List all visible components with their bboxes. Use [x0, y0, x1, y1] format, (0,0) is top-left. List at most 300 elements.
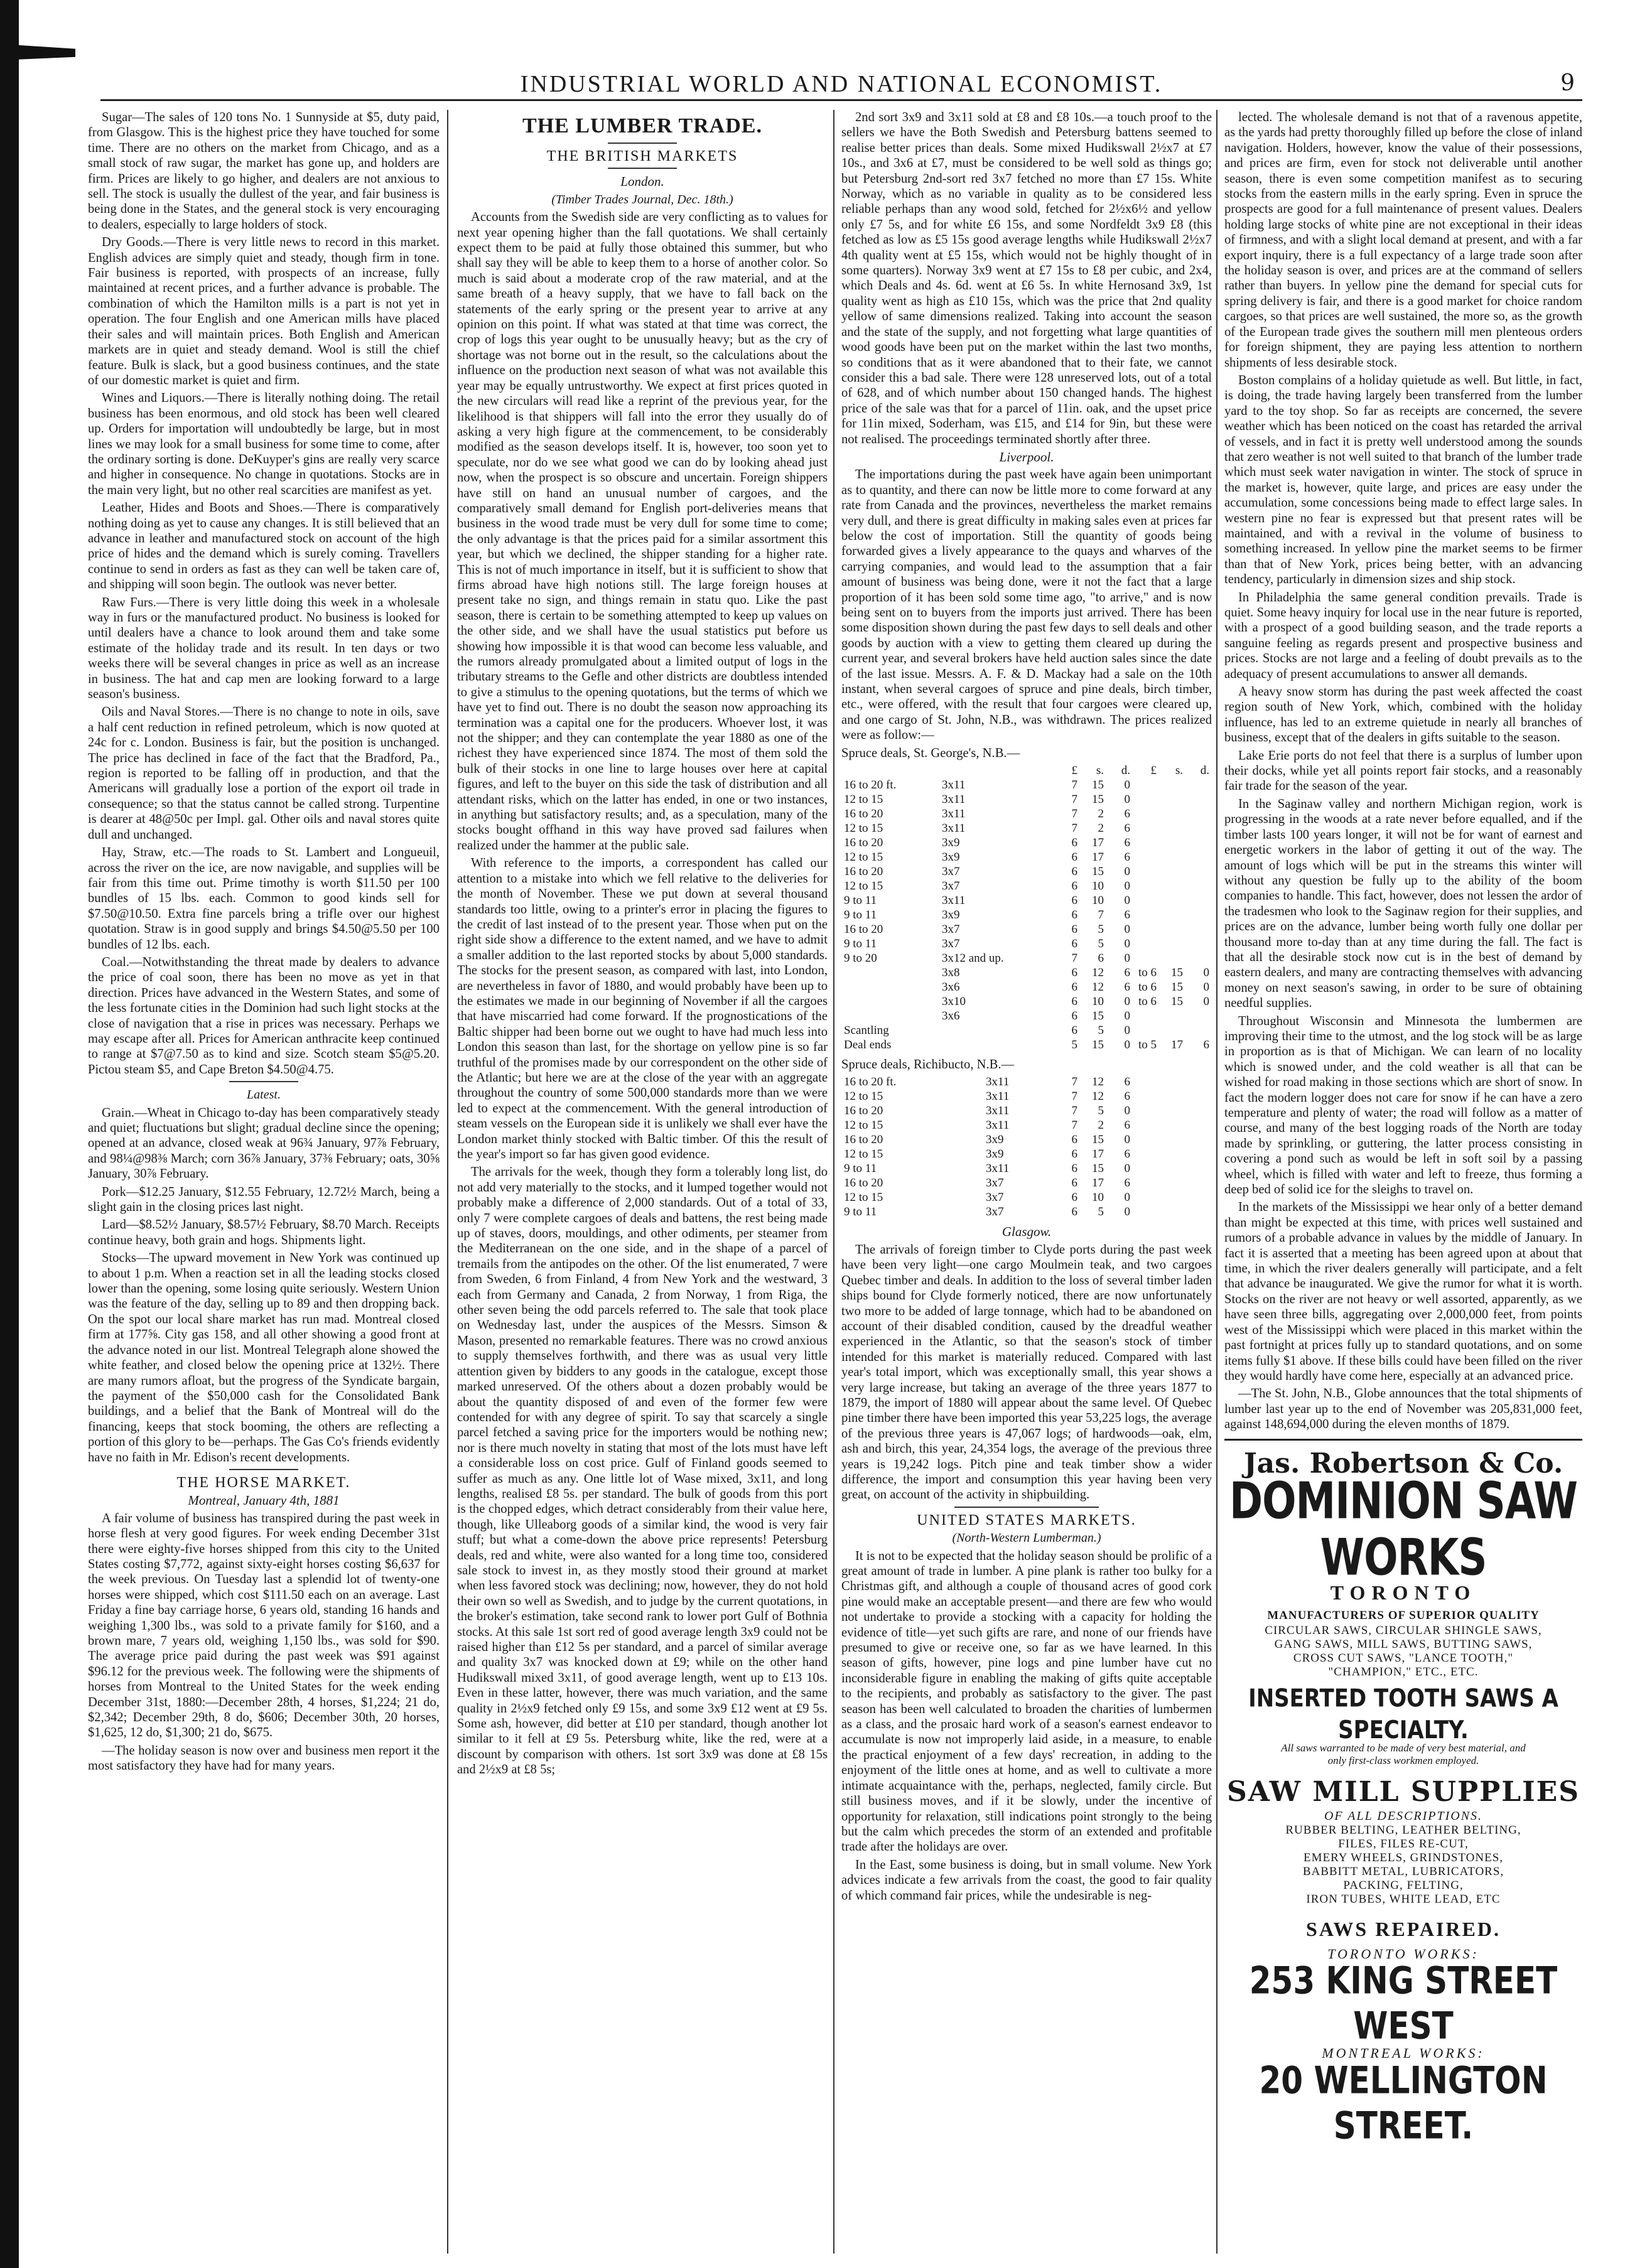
price-cell: 15 [1092, 1133, 1104, 1147]
price-cell: 3x9 [985, 1147, 1004, 1161]
article-paragraph: Lard—$8.52½ January, $8.57½ February, $8.70 March. Receipts continue heavy, both grain and hogs. Shipments light. [88, 1218, 440, 1247]
price-cell: 17 [1092, 1147, 1104, 1161]
price-cell: 16 to 20 [844, 836, 883, 850]
price-cell: 12 to 15 [844, 1119, 883, 1132]
price-cell [1133, 1089, 1159, 1104]
ad-montreal-address: 20 WELLINGTON STREET. [1259, 2058, 1548, 2147]
price-cell: 6 [1071, 879, 1077, 893]
price-cell [1159, 850, 1185, 864]
table-row [841, 1132, 1212, 1147]
article-paragraph: Stocks—The upward movement in New York was continued up to about 1 p.m. When a reaction set in all the leading stocks closed lower than the opening, some losing quite seriously. Western Union was the feature of the day, selling up to 89 and then dropping back. On the spot our local share market has run mad. Montreal closed firm at 177⅝. City gas 158, and all other showing a good front at the advance noted in our list. Montreal Telegraph alone showed the white feather, and closed below the opening price at 132½. There are many rumors afloat, but the progress of the Syndicate bargain, the payment of the $50,000 cash for the Consolidated Bank buildings, and a belief that the Bank of Montreal will do the financing, keeps that stock booming, the others are reflecting a portion of this glory to be—perhaps. The Gas Co's friends evidently have no faith in Mr. Edison's recent developments. [88, 1251, 440, 1465]
price-cell [1133, 879, 1159, 893]
price-cell [1133, 1104, 1159, 1118]
price-cell: 16 to 20 [844, 1133, 883, 1147]
section-divider [229, 1469, 298, 1470]
price-cell: 16 to 20 [844, 1176, 883, 1190]
london-article-continued [841, 110, 1212, 447]
table-row [841, 836, 1212, 850]
article-paragraph: The importations during the past week have again been unimportant as to quantity, and there can now be little more to come forward at any rate from Canada and the provinces, nevertheless the market remains very dull, and there is great difficulty in making sales even at prices far below the cost of importation. Still the quantity of goods being forwarded gives a lively appearance to the quays and wharves of the carrying companies, and would lead to the assumption that a fair amount of business was being done, were it not the fact that a large proportion of it has been sold some time ago, "to arrive," and is now being sent on to buyers from the imports just arrived. There has been some disposition shown during the past few days to sell deals and other goods by auction with a view to getting them cleared up during the current year, and several brokers have held auction sales since the date of the last issue. Messrs. A. F. & D. Mackay had a sale on the 10th instant, when several cargoes of spruce and pine deals, birch timber, etc., were offered, with the result that four cargoes were cleared up, and one cargo of St. John, N.B., was withdrawn. The prices realized were as follow:— [841, 468, 1212, 743]
price-cell: 3x11 [985, 1119, 1010, 1132]
price-cell: 16 to 20 [844, 923, 883, 937]
article-paragraph: In the markets of the Mississippi we hear only of a better demand than might be expected at this time, with prices well sustained and rumors of a probable advance in values by the middle of January. In fact it is asserted that a meeting has been agreed upon at about that time, in which the river dealers generally will participate, and a felt that advance be inaugurated. We give the rumor for what it is worth. Stocks on the river are not heavy or well assorted, apparently, as we have seen three bills, aggregating over 2,000,000 feet, from points west of the Mississippi which were placed in this market within the past fortnight at prices fully up to standard quotations, and on some items fully $1 above. If these bills could have been filled on the river they would hardly have come here, especially at an advanced price. [1224, 1200, 1582, 1383]
price-cell: 3x6 [941, 1009, 960, 1023]
us-markets-heading: UNITED STATES MARKETS. [917, 1512, 1136, 1529]
ad-supplies-line: IRON TUBES, WHITE LEAD, ETC [1306, 1892, 1501, 1906]
price-cell: 7 [1071, 793, 1077, 807]
article-paragraph: —The St. John, N.B., Globe announces that the total shipments of lumber last year up to the end of November was 205,831,000 feet, against 148,694,000 during the eleven months of 1879. [1224, 1387, 1582, 1432]
table-row [841, 864, 1212, 879]
price-cell [1185, 821, 1212, 836]
price-cell [1159, 1132, 1185, 1147]
price-cell: 7 [1098, 908, 1104, 922]
article-paragraph: Sugar—The sales of 120 tons No. 1 Sunnyside at $5, duty paid, from Glasgow. This is the highest price they have touched for some time. There are no others on the market from Chicago, and as a small stock of raw sugar, the market has gone up, and holders are firm. Prices are likely to go higher, and dealers are not anxious to sell. The stock is usually the dullest of the year, and fair business is being done in the States, and the general stock is very encouraging to dealers, especially to large holders of stock. [88, 110, 440, 232]
table-header-row [841, 763, 1212, 778]
price-cell: 7 [1071, 1104, 1077, 1118]
price-cell: 15 [1171, 995, 1183, 1009]
price-cell: 3x12 and up. [941, 952, 1004, 965]
price-cell [1185, 1161, 1212, 1176]
ad-warranty-line: only first-class workmen employed. [1327, 1754, 1479, 1766]
price-cell: 0 [1124, 937, 1130, 951]
price-cell [1185, 1104, 1212, 1118]
price-cell [1185, 792, 1212, 807]
table-row [841, 1161, 1212, 1176]
price-cell [1133, 893, 1159, 908]
ad-supplies-line: RUBBER BELTING, LEATHER BELTING, [1285, 1823, 1521, 1837]
price-cell: 15 [1171, 981, 1183, 994]
liverpool-article [841, 467, 1212, 743]
price-cell [939, 1038, 1054, 1052]
price-cell: 10 [1092, 894, 1104, 908]
price-cell: 5 [1098, 1104, 1104, 1118]
price-cell [1159, 908, 1185, 922]
ad-supplies-line: FILES, FILES RE-CUT, [1338, 1837, 1469, 1851]
price-cell [1133, 864, 1159, 879]
article-paragraph: Throughout Wisconsin and Minnesota the lumbermen are improving their time to the utmost, and the log stock will be as large in proportion as is that of Michigan. We can learn of no locality which is snowed under, and the cold weather is all that can be wished for road making in those sections which are short of snow. In fact the modern logger does not care for snow if he can have a zero temperature and plenty of water; the road will follow as a matter of course, and many of the best logging roads of the North are today made by sprinkling, or guttering, the latter process consisting in covering a pond such as would be left in soft soil by a passing wheel, which is filled with water and left to freeze, thus forming a deep bed of solid ice for the sleighs to travel on. [1224, 1014, 1582, 1197]
price-cell [1185, 1190, 1212, 1205]
table-row [841, 1176, 1212, 1190]
table-row [841, 1205, 1212, 1219]
price-cell [1185, 1089, 1212, 1104]
table-row [841, 908, 1212, 922]
price-cell [1185, 1118, 1212, 1132]
price-cell: 7 [1071, 778, 1077, 792]
price-cell [1185, 1132, 1212, 1147]
price-cell [1185, 778, 1212, 792]
price-cell: 6 [1071, 923, 1077, 937]
price-cell: 6 [1124, 1119, 1130, 1132]
price-cell: 3x11 [985, 1104, 1010, 1118]
ad-manufacturers-line: MANUFACTURERS OF SUPERIOR QUALITY [1267, 1608, 1540, 1622]
price-cell [1185, 1075, 1212, 1089]
price-cell: 6 [1071, 851, 1077, 864]
price-cell [1185, 1176, 1212, 1190]
running-head [100, 68, 1582, 101]
price-cell [1159, 792, 1185, 807]
price-cell [1185, 937, 1212, 951]
price-cell [841, 994, 939, 1009]
price-cell: 0 [1124, 1104, 1130, 1118]
price-cell: 3x11 [985, 1162, 1010, 1176]
price-cell: 0 [1124, 793, 1130, 807]
table-row [841, 792, 1212, 807]
price-cell [1159, 1023, 1185, 1038]
glasgow-heading: Glasgow. [1001, 1224, 1052, 1240]
us-markets-article-continued [1224, 110, 1582, 1432]
article-paragraph: The arrivals for the week, though they form a tolerably long list, do not add very materially to the stocks, and it lumped together would not probably make a difference of 2,000 standards. Out of a total of 33, only 7 were complete cargoes of deals and battens, the rest being made up of staves, doors, mouldings, and other odiments, per steamer from the Mediterranean on the one side, and in the shape of a parcel of tremails from the antipodes on the other. Of the list enumerated, 7 were from Sweden, 6 from Finland, 4 from New York and the westward, 3 each from Germany and Canada, 2 from Norway, 1 from Riga, the other seven being the odd parcels referred to. The sale that took place on Wednesday last, under the auspices of the Messrs. Simson & Mason, presented no remarkable features. There was no crowd anxious to supply themselves forthwith, and there was as usual very little attention given by bidders to any goods in the catalogue, except those marked unreserved. Of the others about a dozen probably would be about the quantity disposed of and even of the former few were contended for with any degree of spirit. To say that scarcely a single parcel fetched a saving price for the importers would be nothing new; nor is there much novelty in stating that most of the lots must have left a considerable loss on cost price. Gulf of Finland goods seemed to suffer as much as any. One little lot of Wase mixed, 3x11, and long lengths, realised £8 5s. per standard. The bulk of goods from this port is the chopped edges, which detract considerably from their value here, though, like Ulleaborg goods of a similar kind, the wood is very fair stuff; but what a come-down the above price represents! Petersburg deals, red and white, were also wanted for a long time too, considered sale stock to invest in, as they mostly stood their ground at market when less favored stock was declining; now, however, they do not hold their own so well as Swedish, and to judge by the current quotations, in the broker's estimation, take second rank to lower port Gulf of Bothnia stocks. At this sale 1st sort red of good average length 3x9 could not be raised higher than £12 5s per standard, and a parcel of similar average and quality 3x7 was knocked down at £9; while on the other hand Hudikswall mixed 3x11, of good average length, went up to £13 10s. Even in these latter, however, there was much variation, and the same quality in 2½x9 fetched only £9 15s, and some 3x9 £12 went at £9 5s. Some ash, however, did better at £10 per standard, though another lot similar to it fell at £9 5s. Petersburg white, like the red, were at a discount by comparison with others. 1st sort 3x9 was done at £8 15s and 2½x9 at £8 5s; [457, 1165, 828, 1777]
price-cell: 16 to 20 ft. [844, 778, 897, 792]
price-cell [1133, 1009, 1159, 1023]
price-cell: 6 [1071, 1024, 1077, 1038]
article-paragraph: Pork—$12.25 January, $12.55 February, 12.72½ March, being a slight gain in the closing prices last night. [88, 1185, 440, 1215]
price-cell: 12 to 15 [844, 879, 883, 893]
page-number: 9 [1560, 70, 1575, 96]
london-dateline: London. [620, 174, 664, 190]
price-cell: 3x6 [941, 981, 960, 994]
price-cell: 7 [1071, 822, 1077, 836]
price-cell: 0 [1124, 778, 1130, 792]
price-cell: 16 to 20 [844, 865, 883, 879]
price-cell: 6 [1071, 1191, 1077, 1205]
price-cell [1133, 922, 1159, 937]
price-cell: 6 [1124, 1075, 1130, 1089]
price-cell [1159, 1089, 1185, 1104]
currency-header: £ [1150, 764, 1157, 778]
price-cell: 3x9 [985, 1133, 1004, 1147]
section-divider [229, 1081, 298, 1082]
currency-header: £ [1071, 764, 1077, 778]
price-cell [1159, 1205, 1185, 1219]
currency-header: s. [1175, 764, 1183, 778]
price-cell [1133, 1176, 1159, 1190]
price-cell: 17 [1092, 851, 1104, 864]
table-row [841, 850, 1212, 864]
price-cell [1133, 1118, 1159, 1132]
column-rule [833, 110, 834, 2254]
price-cell: 15 [1092, 1038, 1104, 1052]
column-1 [88, 110, 440, 2257]
price-cell: 6 [1124, 1147, 1130, 1161]
price-cell: 5 [1098, 1024, 1104, 1038]
ad-products-line: "CHAMPION," ETC., ETC. [1328, 1665, 1479, 1679]
publication-title: INDUSTRIAL WORLD AND NATIONAL ECONOMIST. [520, 71, 1163, 97]
price-cell: 6 [1071, 865, 1077, 879]
price-cell: 6 [1071, 1133, 1077, 1147]
price-cell [1185, 951, 1212, 965]
price-cell: Deal ends [844, 1038, 892, 1052]
price-cell: 0 [1124, 894, 1130, 908]
price-cell [1133, 850, 1159, 864]
price-cell: 0 [1124, 1038, 1130, 1052]
spruce-price-table-st-georges [841, 763, 1212, 1052]
price-cell [1133, 937, 1159, 951]
british-markets-heading: THE BRITISH MARKETS [546, 148, 738, 164]
price-cell: 3x11 [985, 1090, 1010, 1104]
ad-products-line: GANG SAWS, MILL SAWS, BUTTING SAWS, [1274, 1637, 1533, 1651]
us-markets-source: (North-Western Lumberman.) [952, 1531, 1101, 1545]
spruce-price-table-richibucto [841, 1075, 1212, 1219]
price-cell: 0 [1203, 995, 1209, 1009]
article-paragraph: 2nd sort 3x9 and 3x11 sold at £8 and £8 10s.—a touch proof to the sellers we have the Both Swedish and Petersburg battens seemed to realise better prices than deals. Some mixed Hudikswall 2½x7 at £7 10s., and 3x6 at £7, must be considered to be well sold as things go; but Petersburg 2nd-sort red 3x7 fetched no more than £7 15s. White Norway, which as no variable in quality as to be considered less reliable perhaps than any wood sold, fetched for 2½x6½ and yellow only £7 5s, and for white £6 15s, and some Nordfeldt 3x9 £8 (this fetched as low as £5 15s good average lengths while Hudikswall 2½x7 4th quality went at £5 15s, which would not be highly thought of in some quarters). Norway 3x9 went at £7 15s to £8 per cubic, and 2x4, which Deals and 4s. 6d. went at £6 5s. In white Hernosand 3x9, 1st quality went as high as £10 15s, which was the price that 2nd quality yellow of same dimensions realized. Taking into account the season and the state of the supply, and not forgetting what large quantities of wood goods have been put on the market within the last two months, so conditions that as it were abandoned that to their fate, we cannot consider this a bad sale. There were 128 unreserved lots, out of a total of 628, and of which number about 150 changed hands. The highest price of the sale was that for a parcel of 11in. oak, and the upset price for 11in mixed, Soderham, was £15, and £14 for 9in, but these were not realised. The proceedings terminated shortly after three. [841, 110, 1212, 446]
article-paragraph: Coal.—Notwithstanding the threat made by dealers to advance the price of coal soon, there has been no move as yet in that direction. Prices have advanced in the Western States, and some of the less fortunate cities in the Dominion had such light stocks at the close of navigation that a rise in prices was necessary. Perhaps we may escape after all. Prices for American anthracite keep continued to range at $7@7.50 as to kind and size. Scotch steam $5@5.20. Pictou steam $5, and Cape Breton $4.50@4.75. [88, 955, 440, 1077]
price-cell: Scantling [844, 1024, 889, 1038]
price-cell [1133, 778, 1159, 792]
price-cell: 12 to 15 [844, 822, 883, 836]
article-paragraph: Lake Erie ports do not feel that there is a surplus of lumber upon their docks, while yet all points report fair stocks, and a reasonably fair trade for the season of the year. [1224, 748, 1582, 793]
price-cell: 12 to 15 [844, 1090, 883, 1104]
article-paragraph: lected. The wholesale demand is not that of a ravenous appetite, as the yards had pretty thoroughly filled up before the close of inland navigation. Holders, however, know the value of their possessions, and prices are firm, even for stock not deliverable until another season, there is even some competition manifest as to securing stocks from the eastern mills in the early spring. Even in spruce the prospects are good for a full maintenance of present values. Dealers holding large stocks of white pine are not exceptional in their ideas of firmness, and with a slight local demand at present, and with a far export inquiry, there is a full expectancy of a large trade soon after the holiday season is over, and prices are at the command of sellers rather than buyers. In yellow pine the demand for special cuts for spring delivery is fair, and there is a good market for choice random cargoes, so that prices are well sustained, the more so, as the growth of the European trade gives the southern mill men plenteous orders for foreign shipment, they are paying less attention to northern shipments of less desirable stock. [1224, 110, 1582, 370]
table-row [841, 980, 1212, 994]
price-cell [1159, 922, 1185, 937]
ad-specialty: INSERTED TOOTH SAWS A SPECIALTY. [1248, 1684, 1558, 1744]
price-cell [1185, 807, 1212, 821]
ad-supplies-line: BABBITT METAL, LUBRICATORS, [1302, 1864, 1504, 1878]
price-cell: 0 [1124, 923, 1130, 937]
table-row [841, 965, 1212, 980]
price-cell: 15 [1092, 778, 1104, 792]
price-cell: 3x7 [941, 865, 960, 879]
price-cell [1185, 836, 1212, 850]
price-cell: 6 [1071, 908, 1077, 922]
price-cell: 0 [1203, 966, 1209, 980]
column-rule [1216, 110, 1217, 2254]
ad-supplies-heading: SAW MILL SUPPLIES [1226, 1775, 1580, 1808]
price-cell [1159, 1104, 1185, 1118]
price-cell [1159, 1147, 1185, 1161]
ad-toronto-address: 253 KING STREET WEST [1249, 1959, 1558, 2048]
price-cell: 12 to 15 [844, 793, 883, 807]
price-cell: 15 [1171, 966, 1183, 980]
table-row [841, 778, 1212, 792]
price-cell: 3x11 [941, 807, 966, 821]
table-row [841, 1118, 1212, 1132]
price-cell [939, 1023, 1054, 1038]
table-row [841, 821, 1212, 836]
price-cell: 6 [1071, 981, 1077, 994]
price-cell: 9 to 11 [844, 908, 877, 922]
column-rule [447, 110, 448, 2254]
price-cell: 12 to 15 [844, 1191, 883, 1205]
price-cell [1159, 893, 1185, 908]
price-cell [1133, 908, 1159, 922]
price-cell [841, 980, 939, 994]
article-paragraph: Wines and Liquors.—There is literally nothing doing. The retail business has been enormous, and old stock has been well cleared up. Orders for importation will undoubtedly be large, but in most lines we may look for a small business for some time to come, after the ordinary sorting is done. DeKuyper's gins are really very scarce and higher in consequence. No change in quotations. Stocks are in the main very light, but no other real scarcities are manifest as yet. [88, 391, 440, 497]
price-cell [1159, 836, 1185, 850]
price-cell: to 6 [1138, 995, 1157, 1009]
table-row [841, 951, 1212, 965]
price-cell: 15 [1092, 1009, 1104, 1023]
price-cell: to 5 [1138, 1038, 1157, 1052]
ad-descriptions: OF ALL DESCRIPTIONS. [1324, 1808, 1483, 1823]
article-paragraph: Dry Goods.—There is very little news to record in this market. English advices are simply quiet and steady, though firm in tone. Fair business is reported, with prospects of an increase, fully maintained at recent prices, and a further advance is probable. The combination of which the Hamilton mills is a part is not yet in operation. The four English and one American mills have placed their sales and will maintain prices. Both English and American markets are in quiet and steady demand. Wool is still the chief feature. Bulk is slack, but a good business continues, and the state of our domestic market is quiet and firm. [88, 235, 440, 387]
currency-header: d. [1121, 764, 1130, 778]
price-cell [1159, 1075, 1185, 1089]
price-cell: 12 [1092, 966, 1104, 980]
price-cell: 6 [1124, 908, 1130, 922]
section-divider [608, 168, 677, 169]
price-cell: 6 [1071, 1147, 1077, 1161]
price-cell: 3x9 [941, 908, 960, 922]
price-cell: 6 [1124, 836, 1130, 850]
column-2 [457, 110, 828, 2257]
price-cell: 15 [1092, 865, 1104, 879]
price-cell [1133, 1147, 1159, 1161]
latest-heading: Latest. [247, 1088, 281, 1102]
price-cell [1185, 893, 1212, 908]
price-cell: 5 [1098, 937, 1104, 951]
price-cell: 17 [1171, 1038, 1183, 1052]
table-row [841, 937, 1212, 951]
liverpool-heading: Liverpool. [999, 449, 1054, 465]
price-cell [1185, 1023, 1212, 1038]
article-paragraph: The arrivals of foreign timber to Clyde ports during the past week have been very light—one cargo Moulmein teak, and two cargoes Quebec timber and deals. In addition to the loss of several timber laden ships bound for Clyde formerly noticed, there are now unfortunately two more to be added of large tonnage, which had to be abandoned on account of their disabled condition, caused by the dreadful weather experienced in the Atlantic, so that the season's stock of timber intended for this market is materially reduced. Compared with last year's total import, which was exceptionally small, this year shows a very large increase, but taking an average of the three years 1877 to 1879, the import of 1880 will appear about the same level. Of Quebec pine timber there have been imported this year 53,225 logs, the average of the previous three years is 47,067 logs; of hardwoods—oak, elm, ash and birch, this year, 24,354 logs, the average of the previous three years is 19,242 logs. Pitch pine and teak timber show a wider difference, the import and consumption this year having been very great, on account of the activity in shipbuilding. [841, 1242, 1212, 1502]
horse-market-heading: THE HORSE MARKET. [176, 1474, 351, 1491]
price-cell: 3x7 [941, 923, 960, 937]
price-cell: to 6 [1138, 966, 1157, 980]
price-cell: 6 [1203, 1038, 1209, 1052]
price-cell: 0 [1124, 952, 1130, 965]
price-cell: 15 [1092, 793, 1104, 807]
column-4 [1224, 110, 1582, 2257]
price-cell: 3x8 [941, 966, 960, 980]
ad-saws-repaired: SAWS REPAIRED. [1306, 1917, 1501, 1940]
price-cell [1185, 850, 1212, 864]
price-cell: 0 [1124, 1133, 1130, 1147]
price-cell [841, 965, 939, 980]
price-cell: 12 [1092, 1090, 1104, 1104]
currency-header: s. [1096, 764, 1104, 778]
price-cell: 9 to 11 [844, 1162, 877, 1176]
article-paragraph: Hay, Straw, etc.—The roads to St. Lambert and Longueuil, across the river on the ice, are now navigable, and supplies will be fair from this time out. Prime timothy is worth $11.50 per 100 bundles of 15 lbs. each. Common to good kinds sell for $7.50@10.50. Extra fine parcels bring a trifle over our highest quotation. Straw is in good supply and brings $4.50@5.50 per 100 bundles of 12 lbs. each. [88, 846, 440, 952]
price-cell [1159, 1190, 1185, 1205]
price-cell [1133, 1205, 1159, 1219]
price-cell [1159, 1161, 1185, 1176]
article-paragraph: Raw Furs.—There is very little doing this week in a wholesale way in furs or the manufactured product. No business is looked for until dealers have a chance to look around them and take some estimate of the holiday trade and its result. In ten days or two weeks there will be several changes in price as well as an increase in business. The hat and cap men are looking forward to a large season's business. [88, 595, 440, 702]
price-cell: 6 [1071, 937, 1077, 951]
price-cell: 16 to 20 [844, 807, 883, 821]
price-cell: 3x9 [941, 836, 960, 850]
price-cell [1159, 937, 1185, 951]
price-cell: 6 [1071, 995, 1077, 1009]
article-paragraph: Accounts from the Swedish side are very conflicting as to values for next year opening higher than the fall quotations. We shall certainly expect them to be paid at fully those obtained this summer, but who shall say they will be able to keep them to a horse of another color. So much is said about a moderate crop of the raw material, and at the same breath of a heavy supply, that we have to fall back on the statements of the early spring or the present year to arrive at any opinion on this point. If what was stated at that time was correct, the crop of logs this year ought to be unusually heavy; but as the cry of shortage was not borne out in the result, so the calculations about the influence on the production next season of what was not available this year may be equally untrustworthy. We expect at first prices quoted in the new circulars will read like a reprint of the previous year, for the likelihood is that shippers will fall into the error they usually do of asking a very high figure at the commencement, to be considerably modified as the season develops itself. It is, however, too soon yet to speculate, nor do we see what good we can do by looking ahead just now, when the prospect is so obscure and uncertain. Foreign shippers have still on hand an unusual number of cargoes, and the comparatively small demand for English port-deliveries means that business in the wood trade must be very dull for some time to come; the only advantage is that the prices paid for a similar assortment this year, but which we declined, the shipper standing for a higher rate. This is not of much importance in itself, but it is sufficient to show that firms abroad have high notions still. The large foreign houses at present take no sign, and things remain in statu quo. Like the past season, there is certain to be something attempted to keep up values on the other side, and we shall have the usual statistics put before us showing how impossible it is that wood can become less valuable, and the rumors already promulgated about a limited output of logs in the tributary streams to the Gefle and other districts are doubtless intended to give a stimulus to the opening quotations, but the terms of which we have yet to find out. There is no doubt the season now approaching its termination was a capital one for the producers. Whoever lost, it was not the shipper; and they can contemplate the year 1880 as one of the richest they have experienced since 1874. The most of them sold the bulk of their stocks in one line to large houses over here at capital figures, and left to the buyer on this side the task of distribution and all attendant risks, which on the latter has ended, in one or two instances, in anything but satisfactory results; and, as a speculation, many of the stocks bought offhand in this way have proved sad failures when realized under the hammer at the public sale. [457, 210, 828, 852]
price-cell [1159, 807, 1185, 821]
price-cell: 3x7 [941, 937, 960, 951]
price-cell: 3x7 [985, 1191, 1004, 1205]
price-cell: 5 [1098, 923, 1104, 937]
ad-supplies-line: EMERY WHEELS, GRINDSTONES, [1303, 1851, 1504, 1864]
price-cell: 6 [1124, 822, 1130, 836]
price-cell [1185, 1009, 1212, 1023]
price-cell [1159, 1176, 1185, 1190]
price-cell [1133, 807, 1159, 821]
us-markets-article [841, 1549, 1212, 1903]
scan-edge-flare [0, 44, 75, 60]
price-cell: 0 [1124, 995, 1130, 1009]
price-cell: 3x11 [941, 793, 966, 807]
price-cell [1159, 864, 1185, 879]
price-cell [1185, 908, 1212, 922]
price-cell: 0 [1203, 981, 1209, 994]
price-cell: 0 [1124, 879, 1130, 893]
price-cell: 3x11 [941, 822, 966, 836]
price-cell: 12 to 15 [844, 1147, 883, 1161]
price-cell [1185, 879, 1212, 893]
ad-montreal-works-label: MONTREAL WORKS: [1322, 2045, 1485, 2061]
table1-caption: Spruce deals, St. George's, N.B.— [841, 746, 1020, 760]
price-cell: 6 [1124, 1090, 1130, 1104]
price-cell: 10 [1092, 879, 1104, 893]
table-row [841, 807, 1212, 821]
price-cell: 6 [1098, 952, 1104, 965]
price-cell [1185, 922, 1212, 937]
article-paragraph: Oils and Naval Stores.—There is no change to note in oils, save a half cent reduction in refined petroleum, which is now quoted at 24c for c. London. Business is fair, but the position is unchanged. The price has declined in face of the fact that the Bradford, Pa., region is reported to be falling off in production, and that the Americans will gradually lose a portion of the export oil trade in consequence; so that the status cannot be called strong. Turpentine is dearer at 48@50c per Impl. gal. Other oils and naval stores quite dull and unchanged. [88, 705, 440, 842]
article-paragraph: In the Saginaw valley and northern Michigan region, work is progressing in the woods at a rate never before equalled, and if the timber lasts 100 years longer, it will not be for want of earnest and energetic workers in the labor of getting it out of the way. The amount of logs which will be put in the streams this winter will without any question be fully up to the ability of the boom companies to handle. This fact, however, does not lessen the ardor of the tradesmen who look to the Saginaw region for their supplies, and prices are on the advance, lumber being worth fully one dollar per thousand more to-day than at any time during the fall. The fact is that all the desirable stock now cut is in the best of demand by eastern dealers, and many are contracting themselves with advancing money on next season's sawing, in order to be sure of obtaining needful supplies. [1224, 797, 1582, 1011]
price-cell: 2 [1098, 1119, 1104, 1132]
article-paragraph: In the East, some business is doing, but in small volume. New York advices indicate a few arrivals from the coast, the good to fair quality of which command fair prices, while the undesirable is neg- [841, 1857, 1212, 1903]
table-row [841, 994, 1212, 1009]
price-cell [1133, 1132, 1159, 1147]
price-cell: 7 [1071, 1119, 1077, 1132]
price-cell: 6 [1071, 1205, 1077, 1219]
price-cell: 7 [1071, 1075, 1077, 1089]
article-paragraph: A heavy snow storm has during the past week affected the coast region south of New York, which, combined with the holiday influence, has led to an extreme quietude in nearly all branches of business, except that of the dealers in gifts suitable to the season. [1224, 685, 1582, 745]
price-cell [1159, 1009, 1185, 1023]
table2-caption: Spruce deals, Richibucto, N.B.— [841, 1058, 1015, 1072]
price-cell [1133, 1023, 1159, 1038]
ad-toronto-works-label: TORONTO WORKS: [1327, 1945, 1479, 1962]
price-cell [1159, 879, 1185, 893]
price-cell: 6 [1124, 966, 1130, 980]
market-reports [88, 110, 440, 1077]
price-cell: 10 [1092, 995, 1104, 1009]
price-cell: 16 to 20 [844, 1104, 883, 1118]
price-cell: 5 [1071, 1038, 1077, 1052]
table-row [841, 1009, 1212, 1023]
price-cell: 6 [1071, 1009, 1077, 1023]
ad-works-name: DOMINION SAW WORKS [1229, 1472, 1577, 1587]
price-cell: 5 [1098, 1205, 1104, 1219]
price-cell: 6 [1071, 1162, 1077, 1176]
price-cell [1133, 792, 1159, 807]
price-cell: to 6 [1138, 981, 1157, 994]
article-paragraph: —The holiday season is now over and business men report it the most satisfactory they have had for many years. [88, 1743, 440, 1773]
currency-header: d. [1200, 764, 1209, 778]
price-cell [1159, 1118, 1185, 1132]
price-cell: 6 [1124, 1176, 1130, 1190]
table-row [841, 893, 1212, 908]
price-cell: 15 [1092, 1162, 1104, 1176]
price-cell: 3x11 [985, 1075, 1010, 1089]
price-cell: 12 [1092, 981, 1104, 994]
price-cell [1185, 864, 1212, 879]
price-cell: 9 to 11 [844, 894, 877, 908]
price-cell: 3x7 [985, 1205, 1004, 1219]
price-cell: 6 [1071, 836, 1077, 850]
article-paragraph: With reference to the imports, a correspondent has called our attention to a mistake into which we fell relative to the deliveries for the month of November. These we put down at several thousand standards too little, owing to a printer's error in placing the figures to the credit of last instead of to the present year. Those when put on the right side show a difference to the extent named, and we have to admit a smaller addition to the last reported stocks by about 5,000 standards. The stocks for the present season, as compared with last, into London, are nevertheless in favor of 1880, and would probably have been up to the estimates we made in our beginning of November if all the cargoes that have miscarried had come forward. If the prognostications of the Baltic shipper had been borne out we ought to have had much less into London this season than last, for the shortage on yellow pine is so far truthful of the promises made by our correspondent on the other side of the Atlantic; but here we are at the close of the year with an aggregate throughout the country of some 500,000 standards more than we were led to expect at the commencement. With the general introduction of steam vessels on the European side it is unlikely we shall ever have the London market thinly stocked with Baltic timber. Of this the result of the year's import so far has given good evidence. [457, 856, 828, 1161]
price-cell: 3x10 [941, 995, 966, 1009]
price-cell: 10 [1092, 1191, 1104, 1205]
article-paragraph: It is not to be expected that the holiday season should be prolific of a great amount of trade in lumber. A pine plank is rather too bulky for a Christmas gift, and although a couple of thousand acres of good cork pine would make an acceptable present—and there are few who would not undertake to provide a stocking with a capacity for holding the evidence of title—yet such gifts are rare, and none of our friends have presumed to give or receive one, so far as we have learned. In this season of gifts, however, pine logs and pine lumber have cut no inconsiderable figure in enabling the making of gifts quite acceptable to the recipients, and probably as satisfactory to the giver. The past season has been well calculated to broaden the charities of lumbermen as a class, and the prosaic hard work of a season's earnest endeavor to accumulate is now not improperly laid aside, in a measure, to enable the practical enjoyment of a few days' recreation, in adding to the enjoyment of the little ones at home, and as well to cultivate a more intimate acquaintance with the, perhaps, neglected, family circle. But still business moves, and if it be slowly, under the incentive of opportunity for relaxation, still indications point strongly to the being but the calm which precedes the storm of an extended and profitable trade after the holidays are over. [841, 1549, 1212, 1854]
price-cell: 2 [1098, 807, 1104, 821]
price-cell: 0 [1124, 1009, 1130, 1023]
price-cell: 3x11 [941, 894, 966, 908]
price-cell: 9 to 11 [844, 937, 877, 951]
price-cell: 7 [1071, 807, 1077, 821]
price-cell: 3x9 [941, 851, 960, 864]
price-cell: 7 [1071, 952, 1077, 965]
price-cell: 0 [1124, 1205, 1130, 1219]
table-row [841, 1023, 1212, 1038]
